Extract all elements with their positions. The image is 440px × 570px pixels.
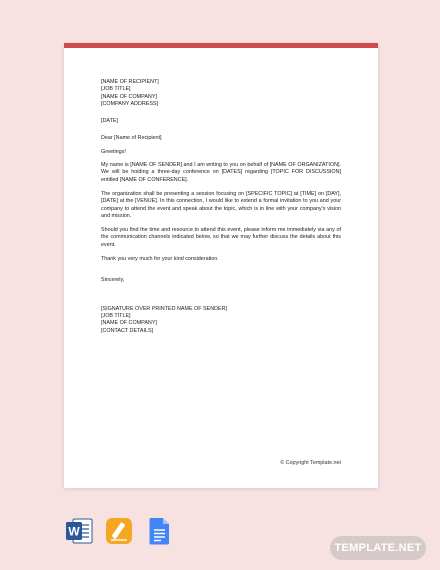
recipient-job-title: [JOB TITLE] — [101, 86, 131, 93]
recipient-name: [NAME OF RECIPIENT] — [101, 79, 159, 85]
letter-document — [64, 43, 378, 488]
document-accent-bar — [64, 43, 378, 48]
sender-contact: [CONTACT DETAILS] — [101, 327, 154, 334]
paragraph-request: Should you find the time and resource to attend this event, please inform me immediately via any of the communication channels indicated below, so that we may further discuss the details about this event. — [101, 227, 341, 248]
app-format-icons — [64, 516, 174, 546]
thanks-line: Thank you very much for your kind consideration. — [101, 256, 219, 263]
greeting: Greetings! — [101, 148, 126, 155]
letter-date: [DATE] — [101, 118, 118, 125]
sender-job-title: [JOB TITLE] — [101, 312, 131, 319]
salutation: Dear [Name of Recipient] — [101, 135, 162, 142]
copyright-notice: © Copyright Template.net — [280, 460, 341, 466]
recipient-company: [NAME OF COMPANY] — [101, 93, 157, 100]
sender-block — [101, 306, 341, 335]
word-icon[interactable] — [64, 516, 94, 546]
paragraph-session: The organization shall be presenting a session focusing on [SPECIFIC TOPIC] at [TIME] on [DAY], [DATE] at the [VENUE]. In this connection, I would like to extend a formal invitation to you and your company to attend the event and speak about the topic, which is in line with your company's vision and mission. — [101, 190, 341, 219]
svg-text:W: W — [68, 524, 80, 539]
pages-icon[interactable] — [104, 516, 134, 546]
closing: Sincerely, — [101, 277, 125, 284]
recipient-block — [101, 79, 341, 108]
paragraph-intro: My name is [NAME OF SENDER] and I am writing to you on behalf of [NAME OF ORGANIZATION]. We will be holding a three-day conference on [DATES] regarding [TOPIC FOR DISCUSSION] entitled [NAME OF CONFERENCE]. — [101, 162, 341, 183]
template-net-logo[interactable]: TEMPLATE.NET — [330, 536, 426, 560]
sender-signature: [SIGNATURE OVER PRINTED NAME OF SENDER] — [101, 305, 227, 312]
letter-body — [101, 79, 341, 335]
recipient-address: [COMPANY ADDRESS] — [101, 100, 159, 107]
sender-company: [NAME OF COMPANY] — [101, 320, 157, 327]
google-docs-icon[interactable] — [144, 516, 174, 546]
